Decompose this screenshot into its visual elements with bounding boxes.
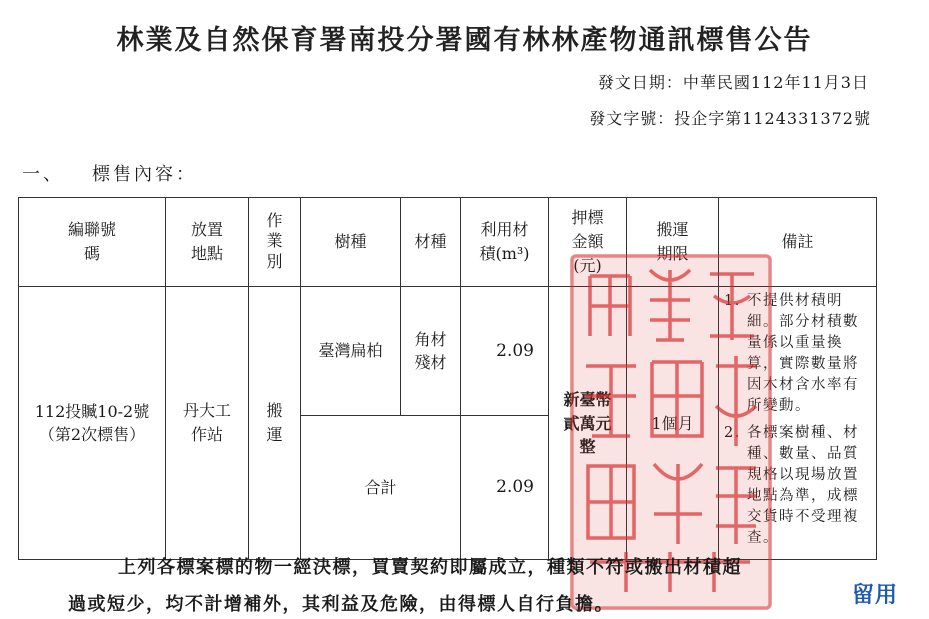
table-header-row — [19, 198, 877, 287]
document-title: 林業及自然保育署南投分署國有林林產物通訊標售公告 — [116, 25, 813, 56]
header-work-type: 作業別 — [249, 198, 301, 287]
section-title: 標售內容： — [92, 164, 197, 185]
bid-table — [18, 197, 877, 560]
cell-location: 丹大工作站 — [166, 287, 249, 560]
header-notes: 備註 — [719, 198, 877, 287]
cell-period: 1個月 — [627, 287, 719, 560]
issue-date: 發文日期：中華民國112年11月3日 — [597, 73, 869, 92]
header-material: 材種 — [401, 198, 461, 287]
cell-notes — [719, 287, 877, 560]
header-deposit: 押標金額(元) — [549, 198, 627, 287]
header-location: 放置地點 — [166, 198, 249, 287]
issue-reference: 發文字號：投企字第1124331372號 — [589, 109, 871, 128]
footer-line-2: 過或短少，均不計增補外，其利益及危險，由得標人自行負擔。 — [68, 594, 614, 615]
cell-work-type: 搬運 — [249, 287, 301, 560]
header-lot-no: 編聯號碼 — [19, 198, 166, 287]
note-item: 2. 各標案樹種、材種、數量、品質規格以現場放置地點為準，成標交貨時不受理複查。 — [747, 423, 868, 549]
header-period: 搬運期限 — [627, 198, 719, 287]
footer-line-1: 上列各標案標的物一經決標，買賣契約即屬成立，種類不符或搬出材積超 — [118, 557, 742, 578]
cell-species: 臺灣扁柏 — [301, 287, 401, 416]
cell-deposit: 新臺幣 貳萬元 整 — [549, 287, 627, 560]
note-item: 1. 不提供材積明細。部分材積數量係以重量換算，實際數量將因木材含水率有所變動。 — [747, 291, 868, 417]
cell-volume: 2.09 — [461, 287, 549, 416]
cell-lot-no: 112投贓10-2號 （第2次標售） — [19, 287, 166, 560]
section-heading — [22, 160, 197, 186]
retain-seal: 留用 — [852, 582, 899, 608]
header-volume: 利用材積(m³) — [461, 198, 549, 287]
cell-total-volume: 2.09 — [461, 415, 549, 560]
cell-total-label: 合計 — [301, 415, 461, 560]
header-species: 樹種 — [301, 198, 401, 287]
cell-material: 角材 殘材 — [401, 287, 461, 416]
section-number: 一、 — [22, 164, 64, 185]
table-row — [19, 287, 877, 416]
